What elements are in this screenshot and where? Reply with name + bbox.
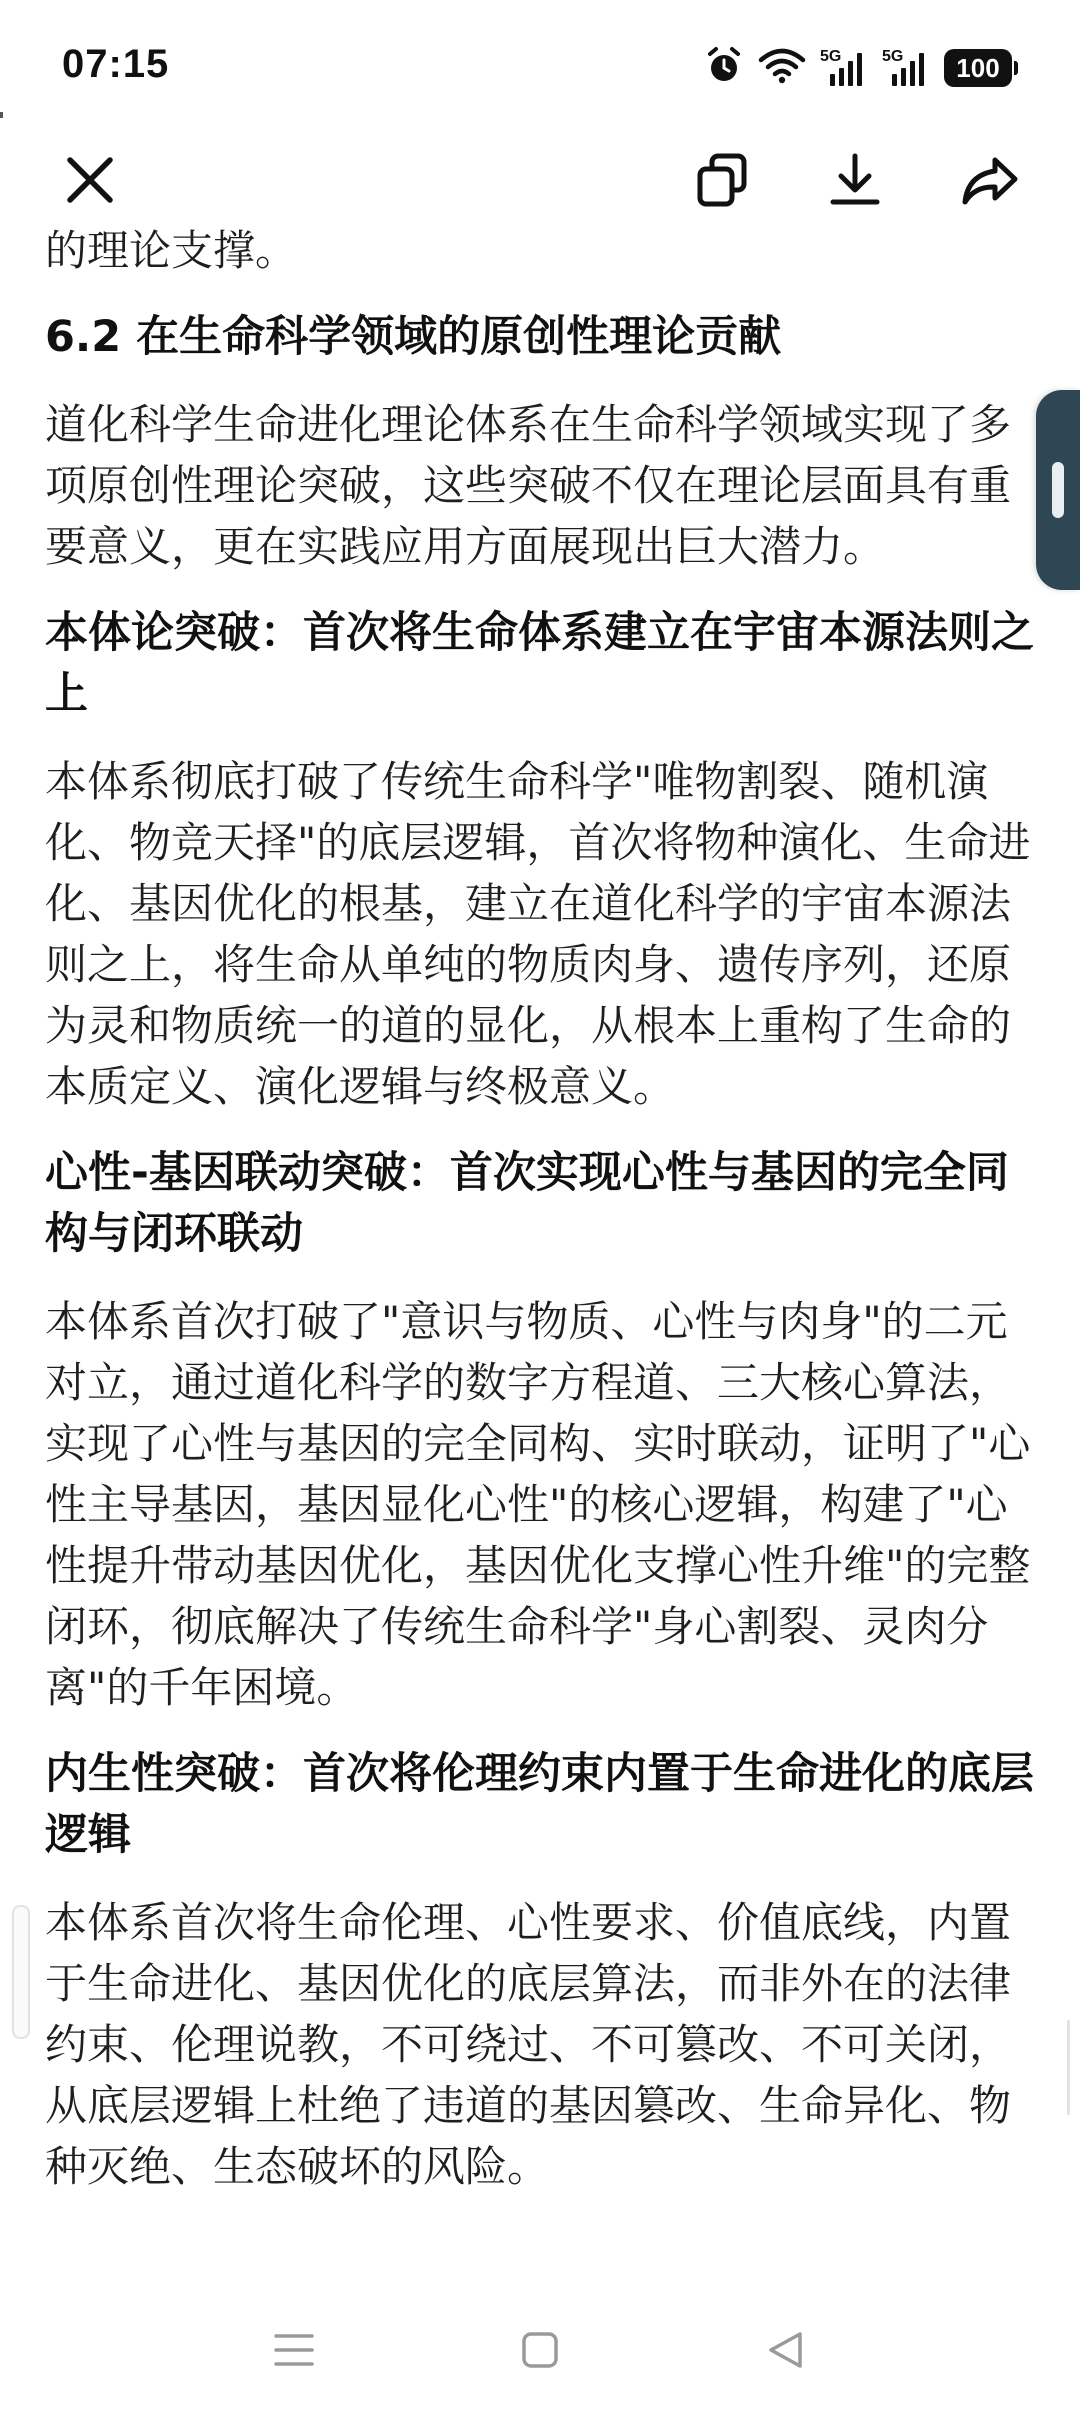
battery-level: 100 xyxy=(956,52,1000,83)
close-icon xyxy=(62,152,118,208)
copy-button[interactable] xyxy=(682,140,762,220)
status-time: 07:15 xyxy=(62,42,170,86)
status-icons xyxy=(690,44,1012,92)
sim1-network-label: 5G xyxy=(820,48,842,65)
wifi-icon xyxy=(758,48,806,88)
share-icon xyxy=(959,150,1021,210)
share-button[interactable] xyxy=(950,140,1030,220)
signal-5g-icon xyxy=(820,48,868,88)
section-intro-paragraph: 道化科学生命进化理论体系在生命科学领域实现了多项原创性理论突破，这些突破不仅在理论层面具有重要意义，更在实践应用方面展现出巨大潜力。 xyxy=(45,400,1012,571)
home-icon xyxy=(520,2330,560,2370)
copy-icon xyxy=(692,150,752,210)
drag-handle-icon xyxy=(1052,462,1064,518)
signal-5g-icon xyxy=(882,48,930,88)
alarm-icon xyxy=(704,46,744,90)
floating-side-handle[interactable] xyxy=(1036,390,1080,590)
sim2-network-label: 5G xyxy=(882,48,904,65)
toolbar xyxy=(0,140,1080,222)
back-icon xyxy=(766,2330,806,2370)
close-button[interactable] xyxy=(50,140,130,220)
mind-gene-heading: 心性-基因联动突破：首次实现心性与基因的完全同构与闭环联动 xyxy=(45,1148,1009,1259)
scroll-indicator[interactable] xyxy=(12,1905,30,2039)
download-icon xyxy=(825,150,885,210)
scrollbar[interactable] xyxy=(1067,2020,1070,2115)
ontology-paragraph: 本体系彻底打破了传统生命科学"唯物割裂、随机演化、物竞天择"的底层逻辑，首次将物种演化、生命进化、基因优化的根基，建立在道化科学的宇宙本源法则之上，将生命从单纯的物质肉身、遗传序列，还原为灵和物质统一的道的显化，从根本上重构了生命的本质定义、演化逻辑与终极意义。 xyxy=(45,757,1031,1111)
recent-apps-button[interactable] xyxy=(254,2310,334,2390)
endogenous-heading: 内生性突破：首次将伦理约束内置于生命进化的底层逻辑 xyxy=(45,1749,1034,1860)
status-bar xyxy=(0,0,1080,140)
section-heading: 6.2 在生命科学领域的原创性理论贡献 xyxy=(45,312,782,362)
back-button[interactable] xyxy=(746,2310,826,2390)
menu-icon xyxy=(272,2330,316,2370)
navigation-bar xyxy=(0,2290,1080,2412)
ontology-heading: 本体论突破：首次将生命体系建立在宇宙本源法则之上 xyxy=(45,608,1034,719)
home-button[interactable] xyxy=(500,2310,580,2390)
download-button[interactable] xyxy=(815,140,895,220)
intro-tail-text: 的理论支撑。 xyxy=(45,226,298,275)
battery-icon xyxy=(944,49,1012,87)
mind-gene-paragraph: 本体系首次打破了"意识与物质、心性与肉身"的二元对立，通过道化科学的数字方程道、三大核心算法，实现了心性与基因的完全同构、实时联动，证明了"心性主导基因，基因显化心性"的核心逻辑，构建了"心性提升带动基因优化，基因优化支撑心性升维"的完整闭环，彻底解决了传统生命科学"身心割裂、灵肉分离"的千年困境。 xyxy=(45,1297,1031,1712)
edge-marker xyxy=(0,112,3,118)
endogenous-paragraph: 本体系首次将生命伦理、心性要求、价值底线，内置于生命进化、基因优化的底层算法，而非外在的法律约束、伦理说教，不可绕过、不可篡改、不可关闭，从底层逻辑上杜绝了违道的基因篡改、生命异化、物种灭绝、生态破坏的风险。 xyxy=(45,1898,1012,2191)
article-content xyxy=(45,220,1035,2275)
